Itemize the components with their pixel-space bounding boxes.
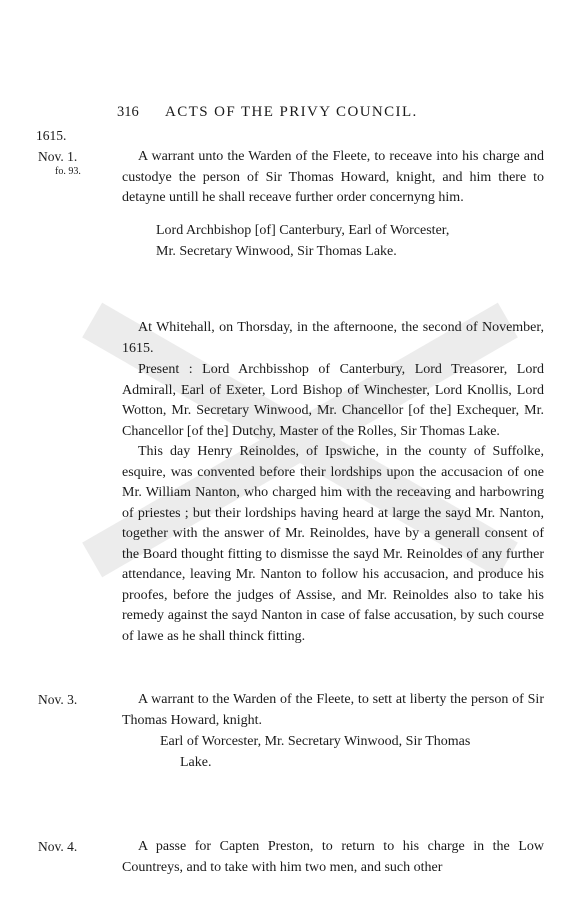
present-list <box>122 360 544 442</box>
running-title: ACTS OF THE PRIVY COUNCIL. <box>165 104 418 120</box>
page-number: 316 <box>117 104 139 120</box>
entry-1-signatories-line-1: Lord Archbishop [of] Canterbury, Earl of Worcester, <box>156 223 450 238</box>
reinoldes-text: This day Henry Reinoldes, of Ipswiche, in the county of Suffolke, esquire, was convented before their lordships upon the accusacion of one Mr. William Nanton, who charged him with the receaving and harbowring of priestes ; but their lordships having heard at large the sayd Mr. Nanton, together with the answer of Mr. Reinoldes, have by a generall consent of the Board thought fitting to dismisse the sayd Mr. Reinoldes of any further attendance, leaving Mr. Nanton to follow his accusacion, and produce his proofes, before the judges of Assise, and Mr. Reinoldes also to take his remedy against the sayd Nanton in case of false accusation, by such course of lawe as he shall thinck fitting. <box>122 444 544 644</box>
running-header <box>117 104 447 124</box>
present-text: Present : Lord Archbisshop of Canterbury, Lord Treasorer, Lord Admirall, Earl of Exeter, Lord Bishop of Winchester, Lord Knollis, Lord Wotton, Mr. Secretary Winwood, Mr. Chancellor [of the] Exchequer, Mr. Chancellor [of the] Dutchy, Master of the Rolles, Sir Thomas Lake. <box>122 362 544 439</box>
meeting-heading <box>122 318 544 359</box>
margin-date-1: Nov. 1. <box>38 149 78 164</box>
entry-warrant-2 <box>122 690 544 731</box>
margin-date-2: Nov. 3. <box>38 692 78 707</box>
entry-2-signatories-line-1: Earl of Worcester, Mr. Secretary Winwood, Sir Thomas <box>160 734 471 749</box>
entry-warrant-1-text: A warrant unto the Warden of the Fleete, to receave into his charge and custodye the person of Sir Thomas Howard, knight, and him there to detayne untill he shall receave further order concernyng him. <box>122 149 544 205</box>
entry-warrant-1 <box>122 147 544 209</box>
entry-2-signatories-line-2: Lake. <box>180 755 212 770</box>
margin-year: 1615. <box>36 128 67 143</box>
margin-folio: fo. 93. <box>55 166 81 177</box>
entry-passe-text: A passe for Capten Preston, to return to his charge in the Low Countreys, and to take with him two men, and such other <box>122 839 544 875</box>
entry-warrant-2-text: A warrant to the Warden of the Fleete, to sett at liberty the person of Sir Thomas Howard, knight. <box>122 692 544 728</box>
entry-passe <box>122 837 544 878</box>
margin-date-3: Nov. 4. <box>38 839 78 854</box>
meeting-text: At Whitehall, on Thorsday, in the afternoone, the second of November, 1615. <box>122 320 544 356</box>
entry-1-signatories-line-2: Mr. Secretary Winwood, Sir Thomas Lake. <box>156 244 397 259</box>
reinoldes-entry <box>122 442 544 647</box>
